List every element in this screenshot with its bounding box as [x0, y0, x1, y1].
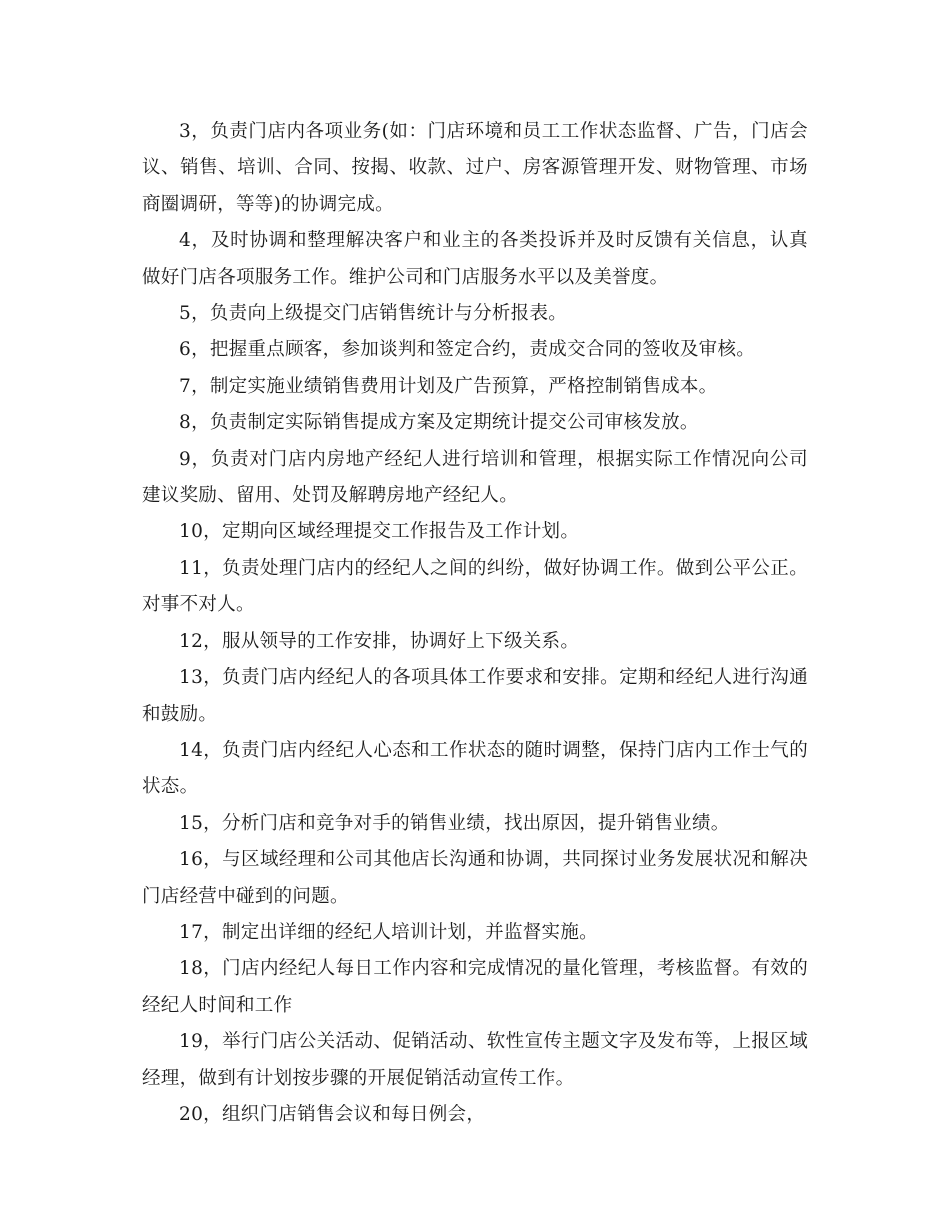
paragraph-item-18: 18，门店内经纪人每日工作内容和完成情况的量化管理，考核监督。有效的经纪人时间和工作	[142, 958, 808, 1016]
paragraph-item-19: 19，举行门店公关活动、促销活动、软性宣传主题文字及发布等，上报区域经理，做到有计划按步骤的开展促销活动宣传工作。	[142, 1031, 808, 1089]
paragraph-item-14: 14，负责门店内经纪人心态和工作状态的随时调整，保持门店内工作士气的状态。	[142, 739, 808, 798]
paragraph-item-20: 20，组织门店销售会议和每日例会，	[179, 1103, 486, 1125]
paragraph-item-3: 3，负责门店内各项业务(如：门店环境和员工工作状态监督、广告，门店会议、销售、培训、合同、按揭、收款、过户、房客源管理开发、财物管理、市场商圈调研，等等)的协调完成。	[142, 121, 808, 215]
paragraph-item-17: 17，制定出详细的经纪人培训计划，并监督实施。	[179, 921, 598, 943]
paragraph-item-9: 9，负责对门店内房地产经纪人进行培训和管理，根据实际工作情况向公司建议奖励、留用、处罚及解聘房地产经纪人。	[142, 448, 808, 507]
paragraph-item-11: 11，负责处理门店内的经纪人之间的纠纷，做好协调工作。做到公平公正。对事不对人。	[142, 557, 808, 616]
paragraph-item-6: 6，把握重点顾客，参加谈判和签定合约，责成交合同的签收及审核。	[179, 339, 756, 361]
paragraph-item-8: 8，负责制定实际销售提成方案及定期统计提交公司审核发放。	[179, 412, 699, 434]
paragraph-item-15: 15，分析门店和竞争对手的销售业绩，找出原因，提升销售业绩。	[179, 812, 730, 834]
document-body	[142, 114, 808, 1133]
paragraph-item-4: 4，及时协调和整理解决客户和业主的各类投诉并及时反馈有关信息，认真做好门店各项服务工作。维护公司和门店服务水平以及美誉度。	[142, 230, 808, 288]
paragraph-item-13: 13，负责门店内经纪人的各项具体工作要求和安排。定期和经纪人进行沟通和鼓励。	[142, 667, 808, 725]
paragraph-item-10: 10，定期向区域经理提交工作报告及工作计划。	[179, 521, 580, 543]
paragraph-item-7: 7，制定实施业绩销售费用计划及广告预算，严格控制销售成本。	[179, 375, 718, 397]
paragraph-item-5: 5，负责向上级提交门店销售统计与分析报表。	[179, 303, 568, 325]
paragraph-item-16: 16，与区域经理和公司其他店长沟通和协调，共同探讨业务发展状况和解决门店经营中碰到的问题。	[142, 849, 808, 907]
paragraph-item-12: 12，服从领导的工作安排，协调好上下级关系。	[179, 630, 580, 652]
